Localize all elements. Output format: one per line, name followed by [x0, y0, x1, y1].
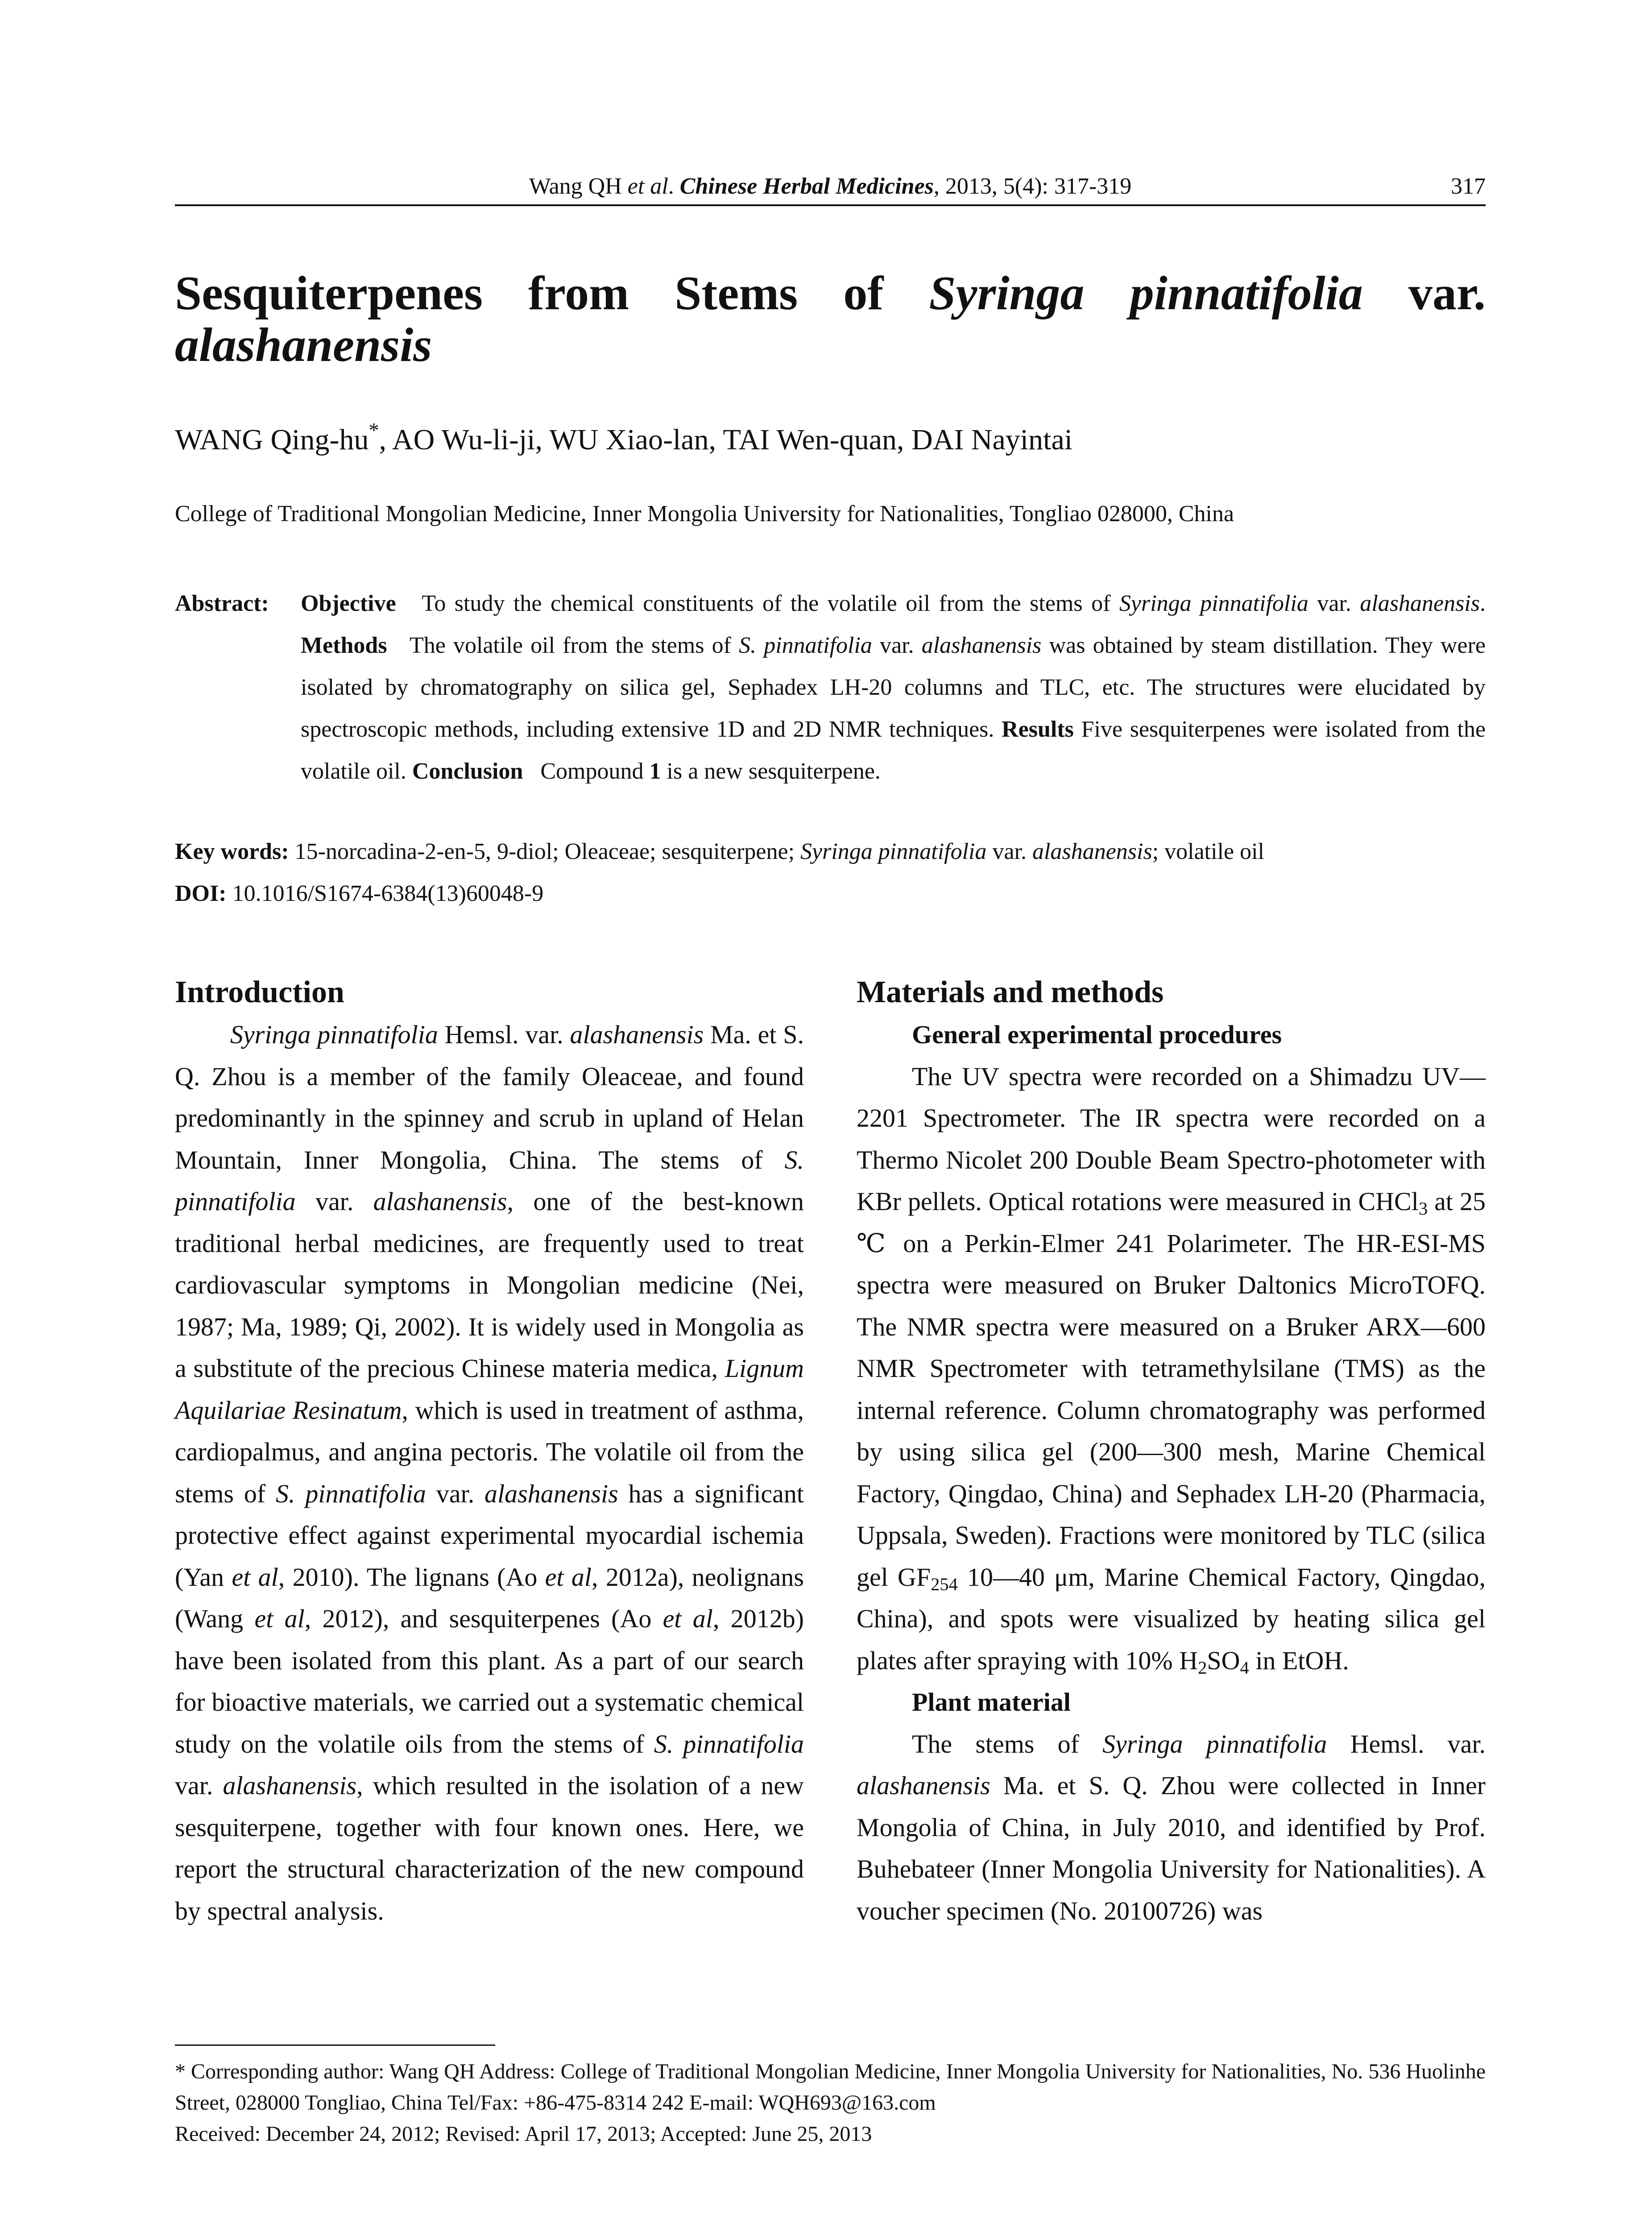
abstract-label: Abstract:	[175, 591, 269, 616]
introduction-paragraph: Syringa pinnatifolia Hemsl. var. alashanensis Ma. et S. Q. Zhou is a member of the family Oleaceae, and found predominantly in the spinney and scrub in upland of Helan Mountain, Inner Mongolia, China. The stems of S. pinnatifolia var. alashanensis, one of the best-known traditional herbal medicines, are frequently used to treat cardiovascular symptoms in Mongolian medicine (Nei, 1987; Ma, 1989; Qi, 2002). It is widely used in Mongolia as a substitute of the precious Chinese materia medica, Lignum Aquilariae Resinatum, which is used in treatment of asthma, cardiopalmus, and angina pectoris. The volatile oil from the stems of S. pinnatifolia var. alashanensis has a significant protective effect against experimental myocardial ischemia (Yan et al, 2010). The lignans (Ao et al, 2012a), neolignans (Wang et al, 2012), and sesquiterpenes (Ao et al, 2012b) have been isolated from this plant. As a part of our search for bioactive materials, we carried out a systematic chemical study on the volatile oils from the stems of S. pinnatifolia var. alashanensis, which resulted in the isolation of a new sesquiterpene, together with four known ones. Here, we report the structural characterization of the new compound by spectral analysis.	[175, 1020, 804, 1925]
corresponding-author-note: * Corresponding author: Wang QH Address: College of Traditional Mongolian Medicine, Inner Mongolia University for Nationalities, No. 536 Huolinhe Street, 028000 Tongliao, China Tel/Fax: +86-475-8314 242 E-mail: WQH693@163.com	[175, 2060, 1486, 2115]
general-procedures-paragraph: The UV spectra were recorded on a Shimadzu UV—2201 Spectrometer. The IR spectra were recorded on a Thermo Nicolet 200 Double Beam Spectro-photometer with KBr pellets. Optical rotations were measured in CHCl$_3$ at 25 ℃ on a Perkin-Elmer 241 Polarimeter. The HR-ESI-MS spectra were measured on Bruker Daltonics MicroTOFQ. The NMR spectra were measured on a Bruker ARX—600 NMR Spectrometer with tetramethylsilane (TMS) as the internal reference. Column chromatography was performed by using silica gel (200—300 mesh, Marine Chemical Factory, Qingdao, China) and Sephadex LH-20 (Pharmacia, Uppsala, Sweden). Fractions were monitored by TLC (silica gel $GF_{254}$ 10—40 μm, Marine Chemical Factory, Qingdao, China), and spots were visualized by heating silica gel plates after spraying with 10% $H_2SO_4$ in EtOH.	[857, 1062, 1486, 1678]
running-head	[175, 173, 1486, 209]
article-title: Sesquiterpenes from Stems of Syringa pinnatifolia var. alashanensis	[175, 267, 1486, 372]
plant-material-paragraph: The stems of Syringa pinnatifolia Hemsl. var. alashanensis Ma. et S. Q. Zhou were collected in Inner Mongolia of China, in July 2010, and identified by Prof. Buhebateer (Inner Mongolia University for Nationalities). A voucher specimen (No. 20100726) was	[857, 1729, 1486, 1925]
affiliation: College of Traditional Mongolian Medicine, Inner Mongolia University for Nationalities, Tongliao 028000, China	[175, 501, 1234, 527]
page-number: 317	[1451, 174, 1486, 199]
plant-material-subheading: Plant material	[912, 1688, 1071, 1717]
footnote-rule	[175, 2044, 495, 2046]
introduction-heading: Introduction	[175, 975, 344, 1009]
introduction-column	[175, 971, 804, 1932]
received-dates: Received: December 24, 2012; Revised: April 17, 2013; Accepted: June 25, 2013	[175, 2122, 872, 2146]
methods-heading: Materials and methods	[857, 975, 1164, 1009]
abstract-body: Objective To study the chemical constituents of the volatile oil from the stems of Syringa pinnatifolia var. alashanensis. Methods The volatile oil from the stems of S. pinnatifolia var. alashanensis was obtained by steam distillation. They were isolated by chromatography on silica gel, Sephadex LH-20 columns and TLC, etc. The structures were elucidated by spectroscopic methods, including extensive 1D and 2D NMR techniques. Results Five sesquiterpenes were isolated from the volatile oil. Conclusion Compound 1 is a new sesquiterpene.	[301, 591, 1486, 784]
journal-citation: Wang QH et al. Chinese Herbal Medicines, 2013, 5(4): 317-319	[529, 174, 1132, 199]
doi: DOI: 10.1016/S1674-6384(13)60048-9	[175, 881, 544, 906]
author-list: WANG Qing-hu*, AO Wu-li-ji, WU Xiao-lan, TAI Wen-quan, DAI Nayintai	[175, 419, 1073, 456]
header-rule	[175, 204, 1486, 206]
general-procedures-subheading: General experimental procedures	[912, 1020, 1282, 1049]
keywords: Key words: 15-norcadina-2-en-5, 9-diol; Oleaceae; sesquiterpene; Syringa pinnatifolia var. alashanensis; volatile oil	[175, 839, 1264, 864]
footnote	[175, 2056, 1486, 2150]
keywords-block	[175, 831, 1486, 915]
methods-column	[857, 971, 1486, 1932]
